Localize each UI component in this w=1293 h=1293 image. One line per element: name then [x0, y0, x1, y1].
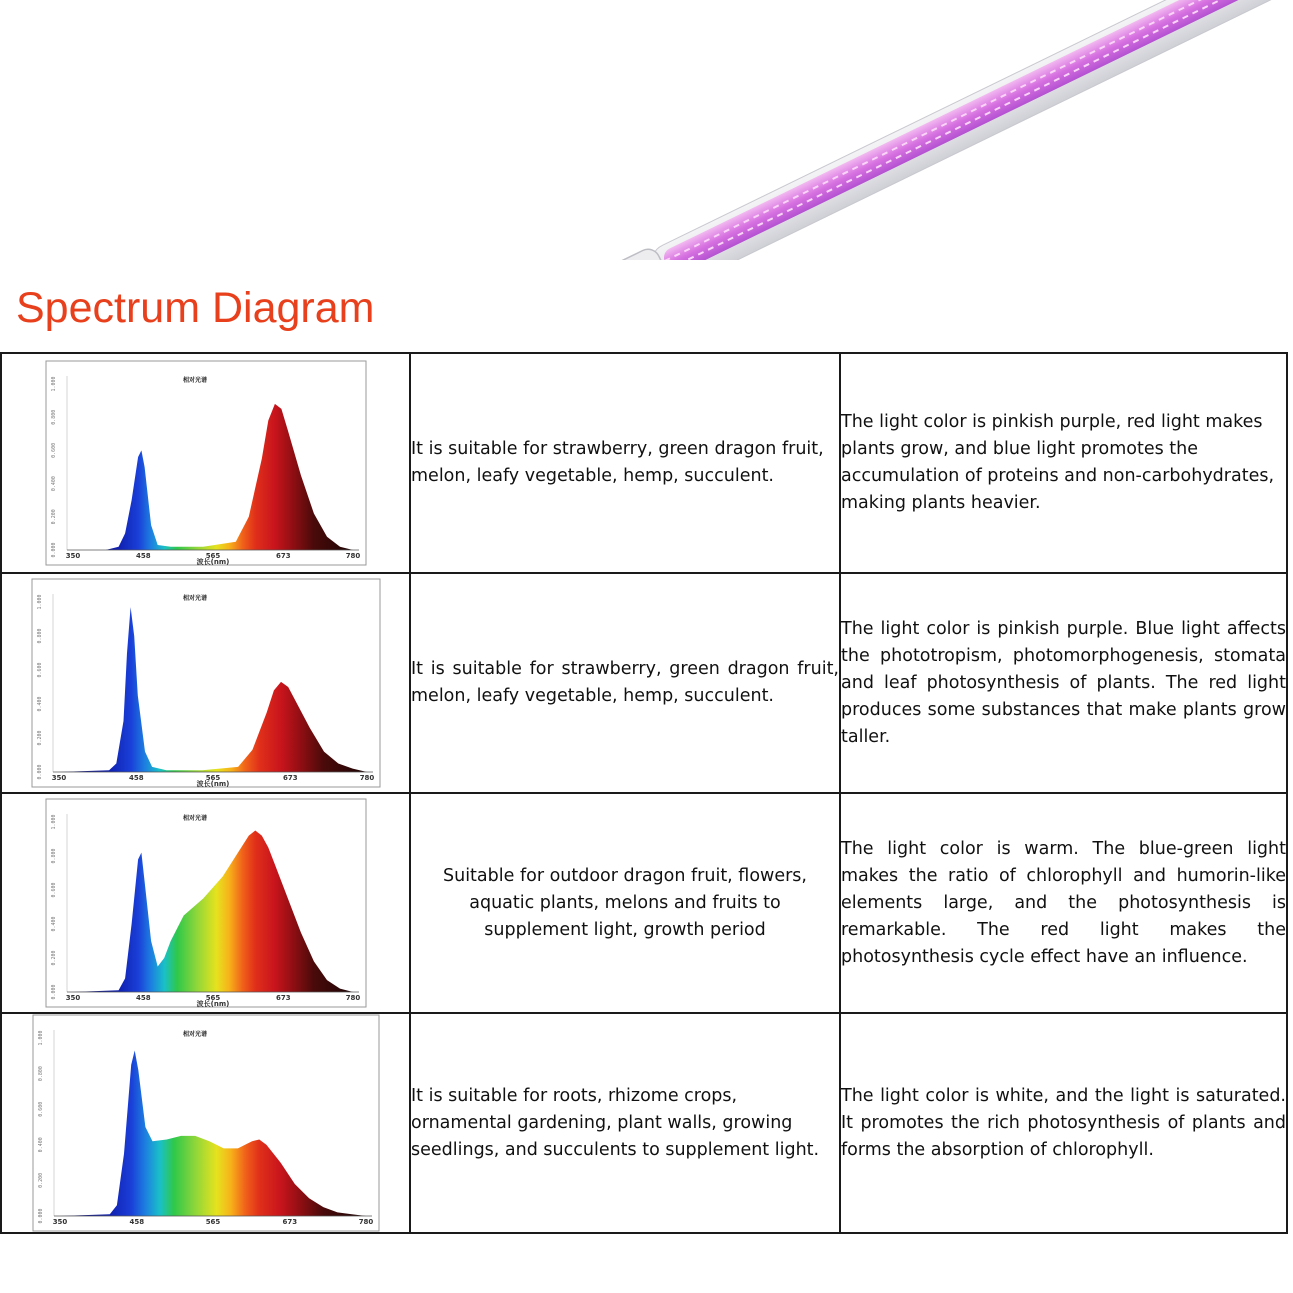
y-tick-label: 1.000	[50, 814, 57, 830]
chart-title: 相对光谱	[182, 1031, 207, 1038]
suitable-crops-text: It is suitable for strawberry, green dragon fruit, melon, leafy vegetable, hemp, succulent.	[410, 353, 840, 573]
chart-title: 相对光谱	[182, 815, 207, 822]
y-tick-label: 0.400	[50, 476, 57, 492]
spectrum-chart-cell	[1, 573, 410, 793]
y-tick-label: 0.600	[37, 1101, 44, 1117]
x-tick-label: 780	[358, 1218, 373, 1226]
light-description-text: The light color is pinkish purple, red light makes plants grow, and blue light promotes the accumulation of proteins and non-carbohydrates, making plants heavier.	[840, 353, 1287, 573]
suitable-crops-text: It is suitable for strawberry, green dragon fruit, melon, leafy vegetable, hemp, succulent.	[410, 573, 840, 793]
page-title: Spectrum Diagram	[16, 284, 375, 332]
spectrum-chart	[31, 578, 381, 788]
x-axis-label: 波长(nm)	[196, 780, 229, 788]
led-grow-tube-image	[540, 0, 1293, 260]
x-tick-label: 458	[129, 1218, 144, 1226]
chart-title: 相对光谱	[182, 595, 207, 602]
spectrum-chart-cell	[1, 793, 410, 1013]
x-tick-label: 350	[65, 552, 80, 560]
table-row	[1, 573, 1287, 793]
x-tick-label: 350	[52, 1218, 67, 1226]
x-tick-label: 350	[65, 994, 80, 1002]
y-tick-label: 0.800	[37, 1066, 44, 1082]
y-tick-label: 0.400	[50, 916, 57, 932]
y-tick-label: 1.000	[37, 1030, 44, 1046]
spectrum-chart	[45, 798, 367, 1008]
suitable-crops-text: It is suitable for roots, rhizome crops, ornamental gardening, plant walls, growing seedlings, and succulents to supplement light.	[410, 1013, 840, 1233]
light-description-text: The light color is white, and the light is saturated. It promotes the rich photosynthesis of plants and forms the absorption of chlorophyll.	[840, 1013, 1287, 1233]
spectrum-chart-cell	[1, 353, 410, 573]
y-tick-label: 0.200	[50, 950, 57, 966]
x-tick-label: 673	[282, 1218, 297, 1226]
x-tick-label: 673	[275, 994, 291, 1002]
y-tick-label: 0.600	[50, 442, 57, 458]
x-tick-label: 780	[359, 774, 374, 782]
suitable-crops-text: Suitable for outdoor dragon fruit, flowers, aquatic plants, melons and fruits to supplement light, growth period	[410, 793, 840, 1013]
spectrum-table	[0, 352, 1288, 1234]
y-tick-label: 0.200	[50, 509, 57, 525]
chart-title: 相对光谱	[182, 377, 207, 384]
y-tick-label: 0.200	[37, 1172, 44, 1188]
x-tick-label: 673	[275, 552, 291, 560]
y-tick-label: 0.600	[50, 882, 57, 898]
y-tick-label: 0.000	[50, 984, 57, 1000]
y-tick-label: 0.800	[50, 409, 57, 425]
x-tick-label: 458	[135, 994, 151, 1002]
x-tick-label: 780	[345, 552, 360, 560]
x-axis-label: 波长(nm)	[196, 1000, 229, 1008]
y-tick-label: 1.000	[36, 594, 43, 610]
spectrum-chart-cell	[1, 1013, 410, 1233]
x-tick-label: 673	[282, 774, 298, 782]
x-tick-label: 458	[135, 552, 151, 560]
table-row	[1, 1013, 1287, 1233]
light-description-text: The light color is pinkish purple. Blue light affects the phototropism, photomorphogenesis, stomata and leaf photosynthesis of plants. The red light produces some substances that make plants grow taller.	[840, 573, 1287, 793]
y-tick-label: 0.800	[50, 848, 57, 864]
spectrum-chart	[45, 360, 367, 566]
light-description-text: The light color is warm. The blue-green light makes the ratio of chlorophyll and humorin-like elements large, and the photosynthesis is remarkable. The red light makes the photosynthesis cycle effect have an influence.	[840, 793, 1287, 1013]
table-row	[1, 353, 1287, 573]
y-tick-label: 0.000	[50, 542, 57, 558]
x-tick-label: 565	[205, 552, 220, 560]
x-tick-label: 780	[345, 994, 360, 1002]
y-tick-label: 0.800	[36, 628, 43, 644]
y-tick-label: 0.400	[36, 696, 43, 712]
y-tick-label: 0.200	[36, 730, 43, 746]
spectrum-chart	[32, 1014, 380, 1232]
x-tick-label: 565	[205, 774, 220, 782]
x-tick-label: 458	[128, 774, 144, 782]
y-tick-label: 0.600	[36, 662, 43, 678]
y-tick-label: 0.400	[37, 1137, 44, 1153]
x-tick-label: 565	[205, 994, 220, 1002]
table-row	[1, 793, 1287, 1013]
x-tick-label: 350	[51, 774, 66, 782]
y-tick-label: 0.000	[37, 1208, 44, 1224]
x-axis-label: 波长(nm)	[196, 558, 229, 566]
y-tick-label: 0.000	[36, 764, 43, 780]
y-tick-label: 1.000	[50, 376, 57, 392]
x-tick-label: 565	[205, 1218, 220, 1226]
